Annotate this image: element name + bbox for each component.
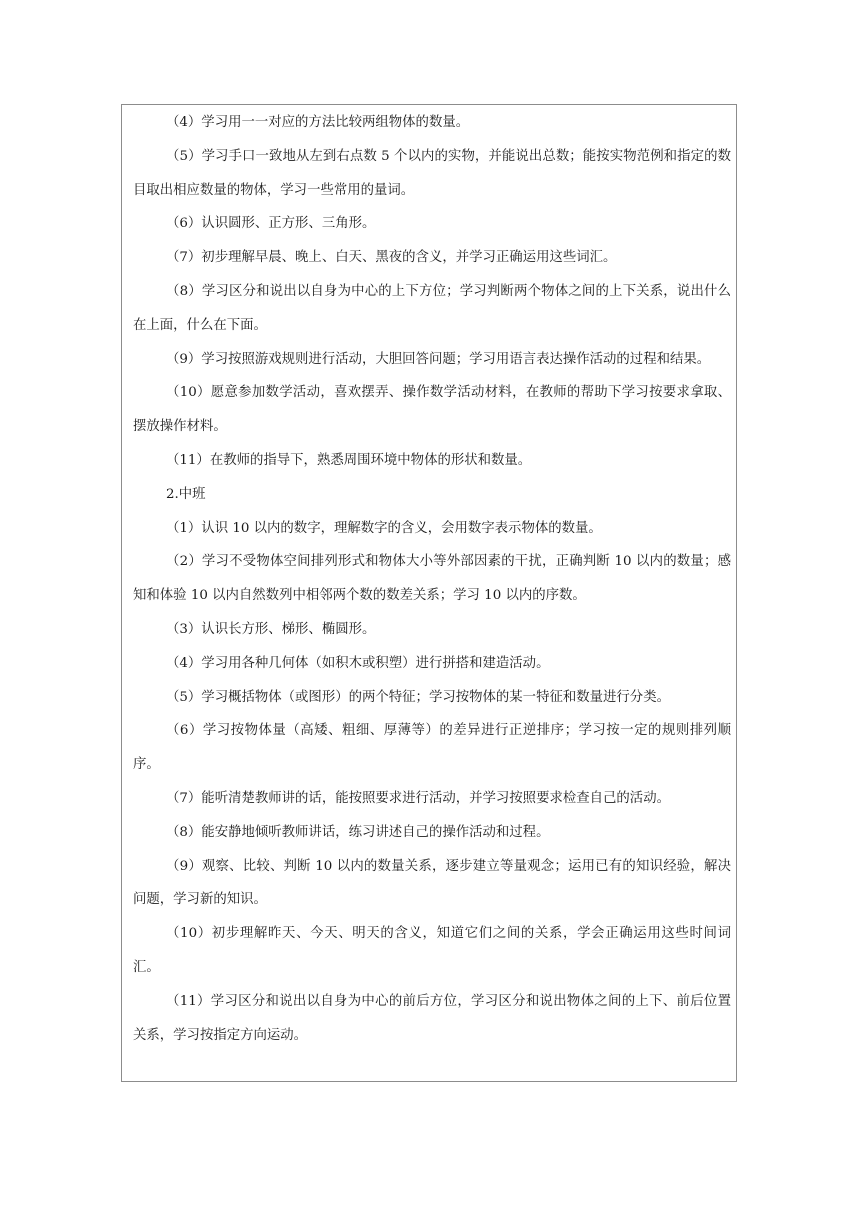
paragraph: （5）学习手口一致地从左到右点数 5 个以内的实物，并能说出总数；能按实物范例和指定的数目取出相应数量的物体，学习一些常用的量词。 xyxy=(133,148,731,198)
paragraph: （4）学习用一一对应的方法比较两组物体的数量。 xyxy=(166,115,470,130)
paragraph: （4）学习用各种几何体（如积木或积塑）进行拼搭和建造活动。 xyxy=(166,655,550,671)
paragraph: （7）初步理解早晨、晚上、白天、黑夜的含义，并学习正确运用这些词汇。 xyxy=(166,250,617,266)
paragraph: （9）学习按照游戏规则进行活动，大胆回答问题；学习用语言表达操作活动的过程和结果。 xyxy=(166,351,711,367)
paragraph: （10）初步理解昨天、今天、明天的含义，知道它们之间的关系，学会正确运用这些时间词汇。 xyxy=(133,926,731,975)
paragraph: （11）学习区分和说出以自身为中心的前后方位，学习区分和说出物体之间的上下、前后位置关系，学习按指定方向运动。 xyxy=(133,993,731,1043)
paragraph: （8）学习区分和说出以自身为中心的上下方位；学习判断两个物体之间的上下关系，说出什么在上面，什么在下面。 xyxy=(133,283,731,333)
paragraph: （10）愿意参加数学活动，喜欢摆弄、操作数学活动材料，在教师的帮助下学习按要求拿取、摆放操作材料。 xyxy=(133,385,731,435)
paragraph: （1）认识 10 以内的数字，理解数字的含义，会用数字表示物体的数量。 xyxy=(166,520,602,536)
paragraph: （7）能听清楚教师讲的话，能按照要求进行活动，并学习按照要求检查自己的活动。 xyxy=(166,790,670,806)
paragraph: （6）认识圆形、正方形、三角形。 xyxy=(166,216,376,232)
paragraph: （8）能安静地倾听教师讲话，练习讲述自己的操作活动和过程。 xyxy=(166,824,550,840)
paragraph: （5）学习概括物体（或图形）的两个特征；学习按物体的某一特征和数量进行分类。 xyxy=(166,689,670,705)
paragraph: （6）学习按物体量（高矮、粗细、厚薄等）的差异进行正逆排序；学习按一定的规则排列顺序。 xyxy=(133,723,731,773)
paragraph: （11）在教师的指导下，熟悉周围环境中物体的形状和数量。 xyxy=(166,452,532,468)
section-heading: 2.中班 xyxy=(166,486,206,502)
paragraph: （3）认识长方形、梯形、椭圆形。 xyxy=(166,621,376,637)
paragraph: （2）学习不受物体空间排列形式和物体大小等外部因素的干扰，正确判断 10 以内的数量；感知和体验 10 以内自然数列中相邻两个数的数差关系；学习 10 以内的序数。 xyxy=(133,554,731,604)
document-body xyxy=(133,106,731,1052)
paragraph: （9）观察、比较、判断 10 以内的数量关系，逐步建立等量观念；运用已有的知识经验，解决问题，学习新的知识。 xyxy=(133,858,731,908)
